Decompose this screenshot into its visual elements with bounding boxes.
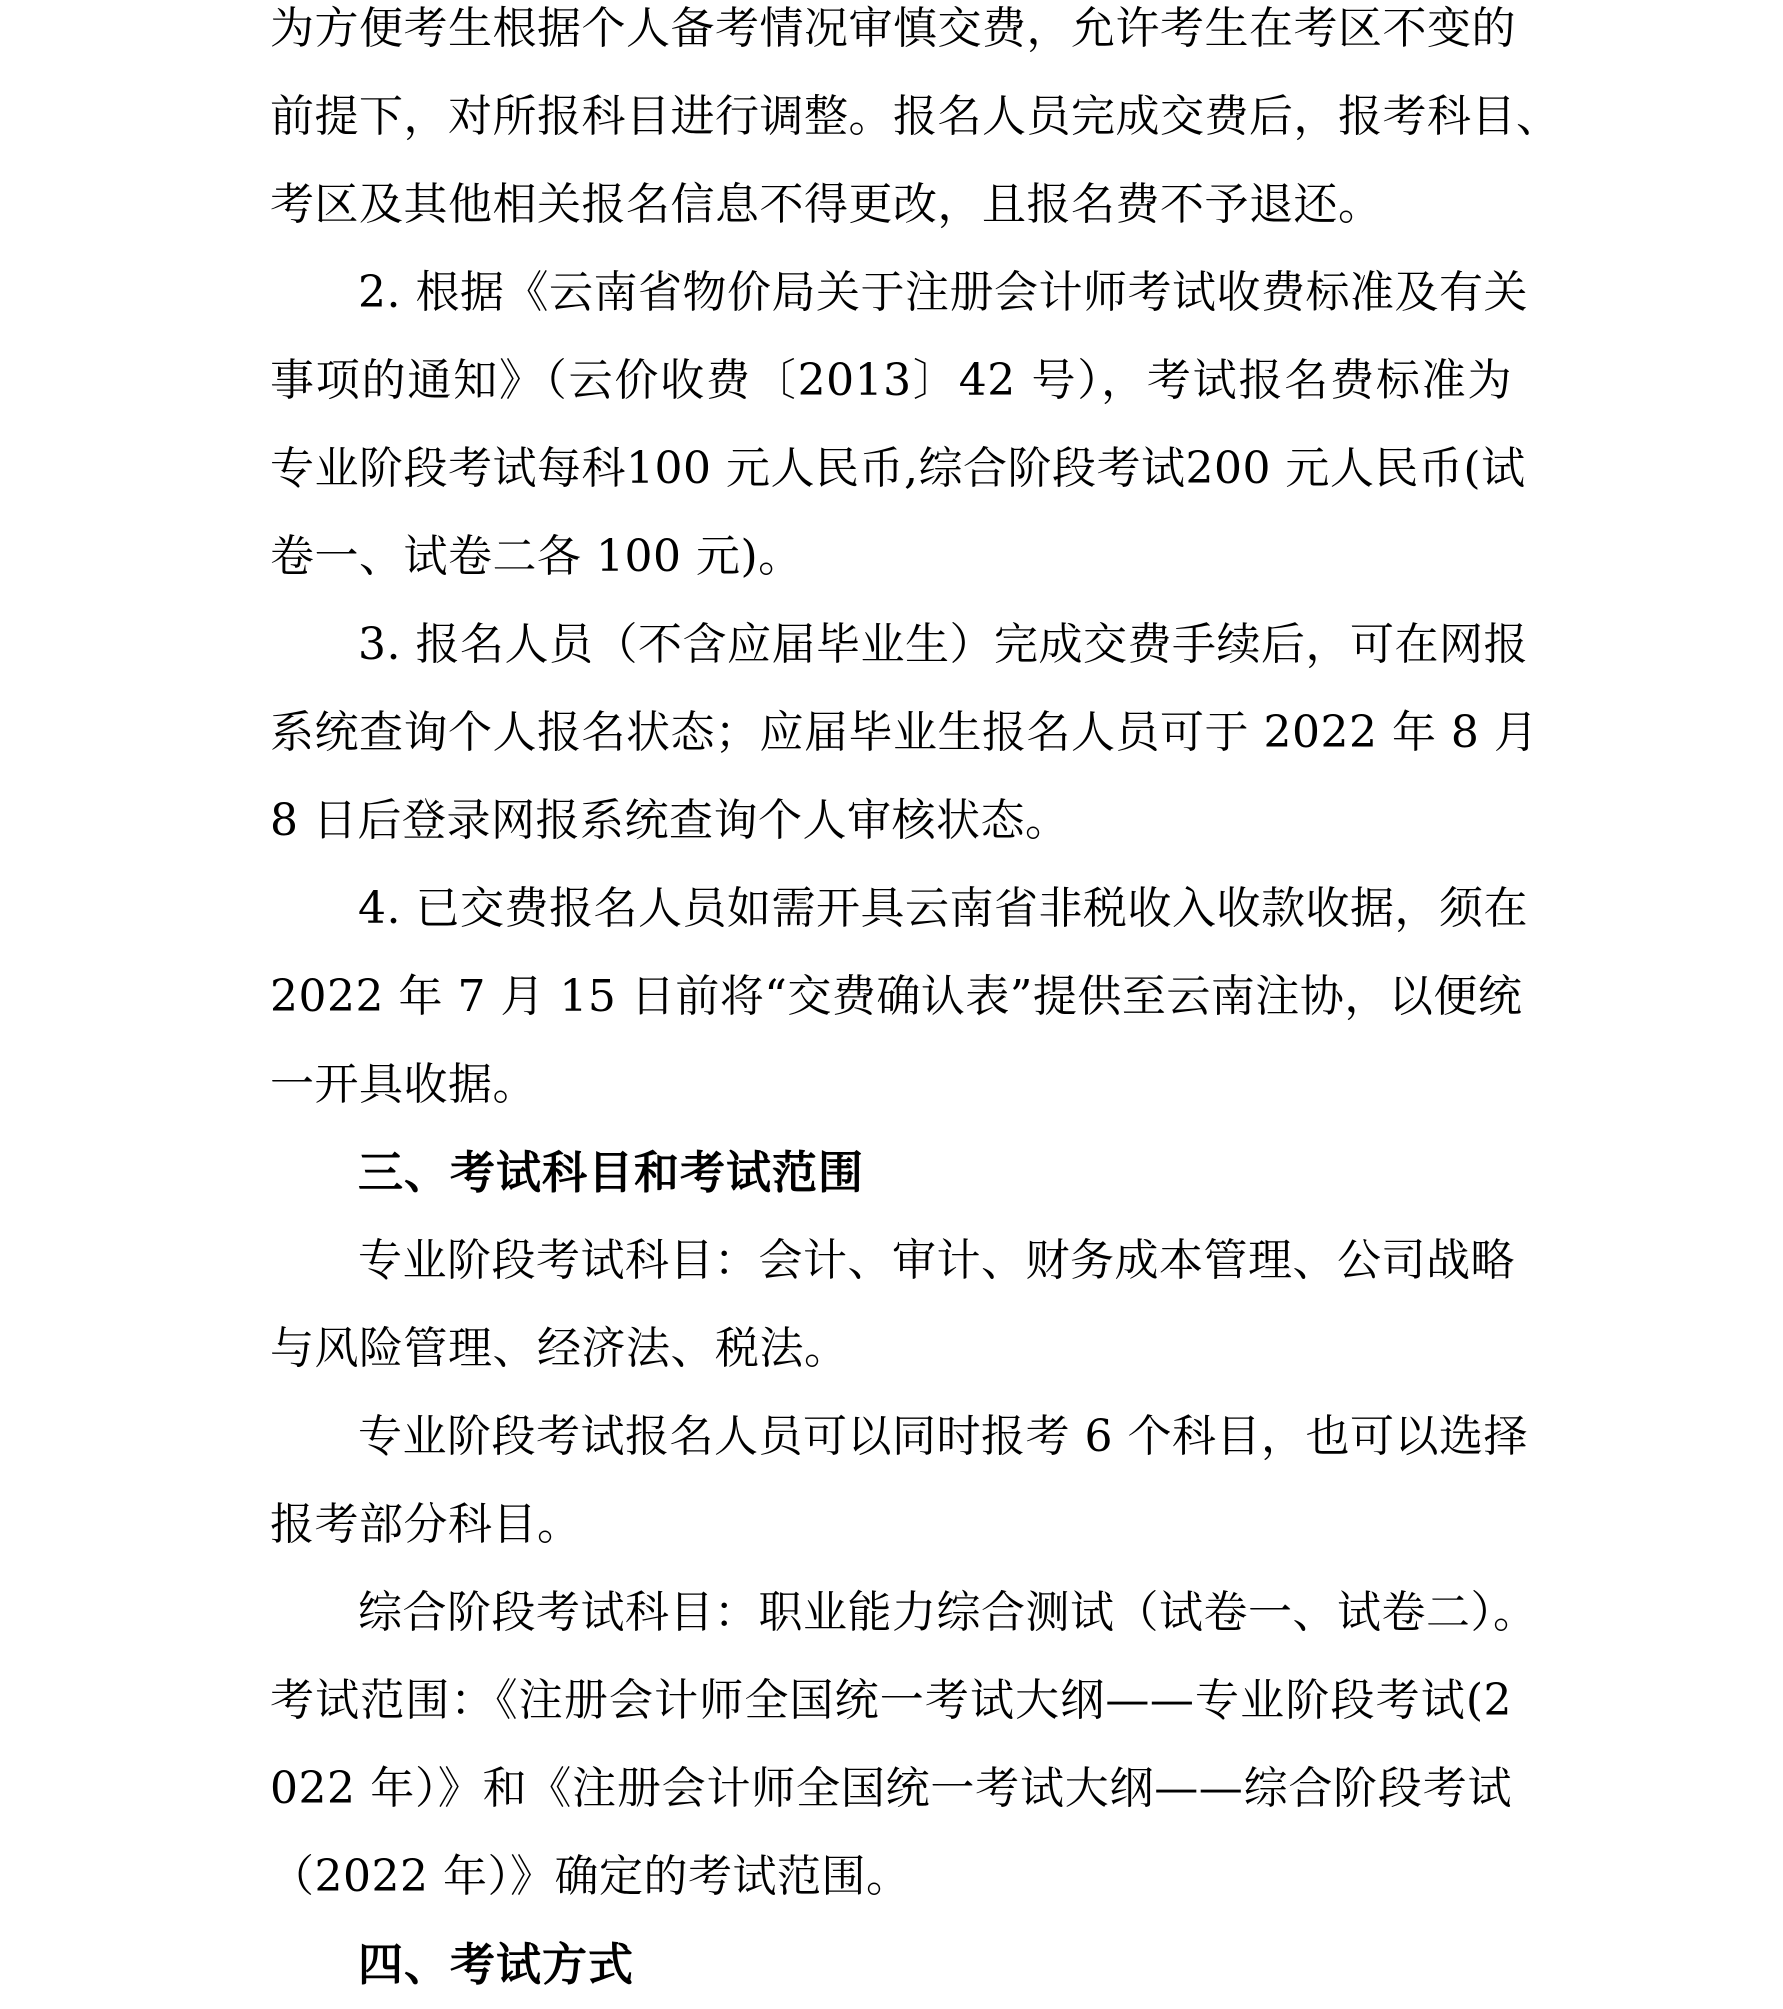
document-line: 4. 已交费报名人员如需开具云南省非税收入收款收据，须在 xyxy=(358,883,1528,934)
document-line: 综合阶段考试科目：职业能力综合测试（试卷一、试卷二）。 xyxy=(358,1587,1538,1638)
document-line: 2. 根据《云南省物价局关于注册会计师考试收费标准及有关 xyxy=(358,267,1528,318)
document-line: 系统查询个人报名状态；应届毕业生报名人员可于 2022 年 8 月 xyxy=(270,707,1539,758)
document-line: 3. 报名人员（不含应届毕业生）完成交费手续后，可在网报 xyxy=(358,619,1528,670)
document-line: 022 年）》和《注册会计师全国统一考试大纲——综合阶段考试 xyxy=(270,1763,1512,1814)
document-line: 三、考试科目和考试范围 xyxy=(358,1146,865,1199)
document-line: 卷一、试卷二各 100 元)。 xyxy=(270,531,803,582)
document-line: 四、考试方式 xyxy=(358,1938,635,1991)
document-line: 报考部分科目。 xyxy=(270,1499,582,1550)
document-line: 为方便考生根据个人备考情况审慎交费，允许考生在考区不变的 xyxy=(270,3,1516,54)
document-line: 与风险管理、经济法、税法。 xyxy=(270,1323,849,1374)
document-line: 考试范围：《注册会计师全国统一考试大纲——专业阶段考试(2 xyxy=(270,1675,1512,1726)
document-line: 考区及其他相关报名信息不得更改，且报名费不予退还。 xyxy=(270,179,1383,230)
document-line: 专业阶段考试报名人员可以同时报考 6 个科目，也可以选择 xyxy=(358,1411,1528,1462)
document-line: 2022 年 7 月 15 日前将“交费确认表”提供至云南注协，以便统 xyxy=(270,971,1523,1022)
document-line: 事项的通知》（云价收费〔2013〕42 号），考试报名费标准为 xyxy=(270,355,1512,406)
document-line: 一开具收据。 xyxy=(270,1059,537,1110)
document-body xyxy=(270,0,1561,2009)
document-line: 专业阶段考试科目：会计、审计、财务成本管理、公司战略 xyxy=(358,1235,1515,1286)
document-line: （2022 年）》确定的考试范围。 xyxy=(270,1851,911,1902)
document-line: 专业阶段考试每科100 元人民币,综合阶段考试200 元人民币(试 xyxy=(270,443,1526,494)
document-line: 前提下，对所报科目进行调整。报名人员完成交费后，报考科目、 xyxy=(270,91,1561,142)
document-line: 8 日后登录网报系统查询个人审核状态。 xyxy=(270,795,1070,846)
